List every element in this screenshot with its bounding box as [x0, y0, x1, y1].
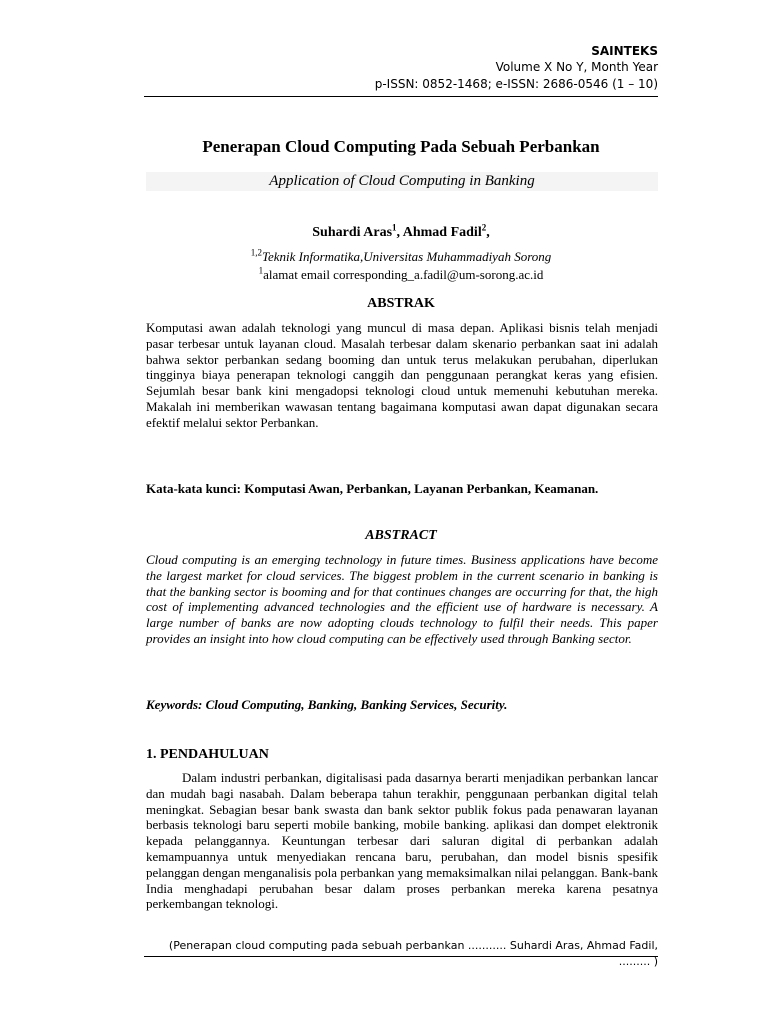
journal-name: SAINTEKS	[591, 44, 658, 58]
abstrak-keywords: Kata-kata kunci: Komputasi Awan, Perbankan, Layanan Perbankan, Keamanan.	[146, 481, 599, 496]
journal-volume: Volume X No Y, Month Year	[495, 60, 658, 74]
author-trail: ,	[486, 225, 490, 240]
section-1-heading: 1. PENDAHULUAN	[146, 747, 269, 762]
author-2-sup: 2	[481, 222, 487, 233]
author-1: Suhardi Aras	[312, 225, 393, 240]
author-2: Ahmad Fadil	[402, 225, 482, 240]
abstract-keywords: Keywords: Cloud Computing, Banking, Banking Services, Security.	[146, 697, 508, 712]
author-sep: ,	[396, 225, 403, 240]
journal-issn: p-ISSN: 0852-1468; e-ISSN: 2686-0546 (1 – 10)	[374, 77, 658, 91]
affiliation-text: Teknik Informatika,Universitas Muhammadiyah Sorong	[261, 249, 552, 264]
footer-rule	[144, 956, 658, 957]
paper-subtitle: Application of Cloud Computing in Banking	[146, 172, 658, 191]
author-line	[144, 222, 658, 244]
abstract-text: Cloud computing is an emerging technology in future times. Business applications have become the largest market for cloud services. The biggest problem in the current scenario in banking is that the banking sector is booming and for that continues changes are occurring for that, the high cost of implementing advanced technologies and the efficient use of hardware is necessary. A large number of banks are now adopting clouds technology to fulfil their needs. This paper provides an insight into how cloud computing can be effectively used through Banking sector.	[146, 552, 658, 646]
abstrak-heading: ABSTRAK	[367, 296, 435, 311]
affiliation	[144, 248, 658, 265]
email-sup: 1	[258, 265, 264, 276]
section-1-text: Dalam industri perbankan, digitalisasi pada dasarnya berarti menjadikan perbankan lancar dan mudah bagi nasabah. Dalam beberapa tahun terakhir, penggunaan perbankan digital telah meningkat. Sebagian besar bank swasta dan bank sektor publik fokus pada penawaran layanan berbasis teknologi baru seperti mobile banking, mobile banking. aplikasi dan dompet elektronik kepada pelanggannya. Keuntungan terbesar dari saluran digital di perbankan adalah kemampuannya untuk menyediakan rencana baru, perubahan, dan model bisnis spesifik pelanggan dengan menganalisis pola perbankan yang memaksimalkan nilai pelanggan. Bank-bank India menghadapi perubahan besar dalam proses perbankan mereka karena pesatnya perkembangan teknologi.	[146, 770, 658, 912]
email-line	[144, 266, 658, 283]
email-text: alamat email corresponding_a.fadil@um-sorong.ac.id	[263, 267, 544, 282]
abstract-heading: ABSTRACT	[365, 528, 437, 543]
abstrak-text: Komputasi awan adalah teknologi yang muncul di masa depan. Aplikasi bisnis telah menjadi pasar terbesar untuk layanan cloud. Masalah terbesar dalam skenario perbankan saat ini adalah bahwa sektor perbankan sedang booming dan untuk terus melakukan perubahan, diperlukan tingginya biaya penerapan teknologi canggih dan penggunaan perangkat keras yang efisien. Sejumlah besar bank kini mengadopsi teknologi cloud untuk memenuhi kebutuhan mereka. Makalah ini memberikan wawasan tentang bagaimana komputasi awan dapat digunakan secara efektif melalui sektor Perbankan.	[146, 320, 658, 430]
page-footer: (Penerapan cloud computing pada sebuah perbankan ........... Suhardi Aras, Ahmad Fadil, ......... )	[168, 939, 658, 968]
paper-title: Penerapan Cloud Computing Pada Sebuah Perbankan	[202, 137, 600, 156]
header-rule	[144, 96, 658, 97]
affiliation-sup: 1,2	[250, 247, 262, 258]
author-1-sup: 1	[392, 222, 397, 233]
